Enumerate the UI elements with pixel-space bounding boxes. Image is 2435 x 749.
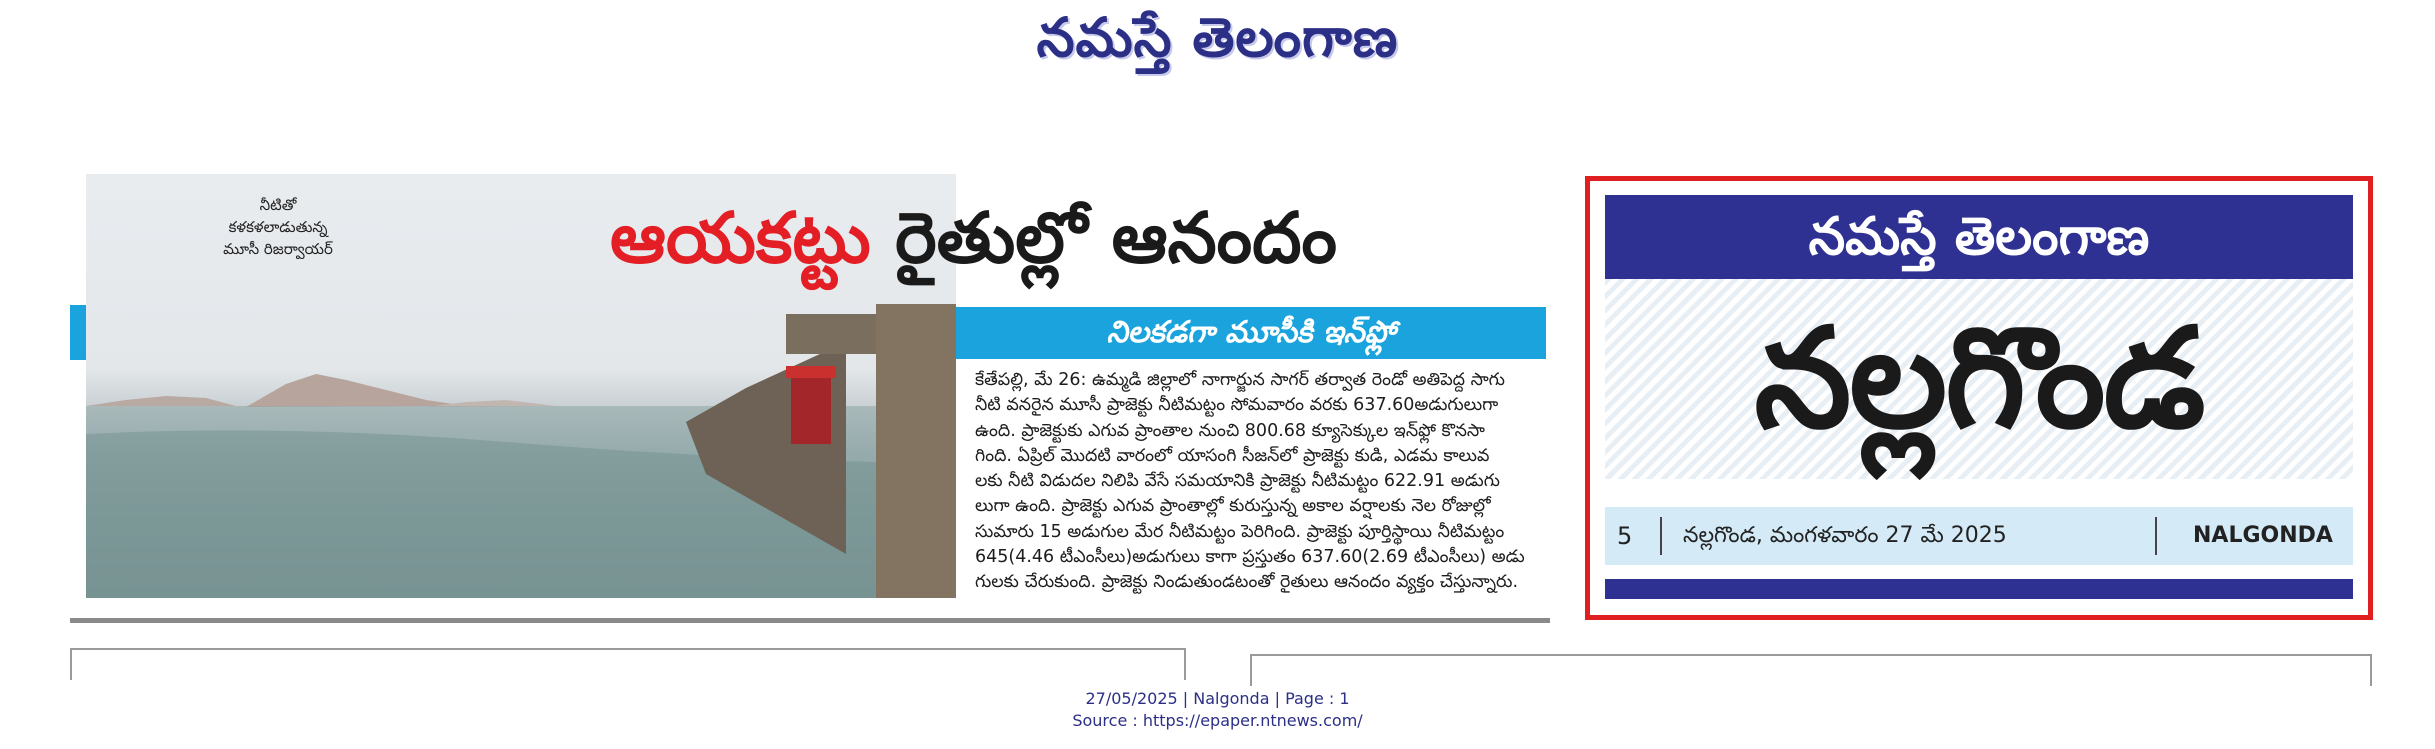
photo-caption-line: కళకళలాడుతున్న xyxy=(228,218,328,236)
badge-info-bar xyxy=(1605,507,2353,565)
divider xyxy=(1660,517,1662,555)
footer-page-info: 27/05/2025 | Nalgonda | Page : 1 xyxy=(1085,689,1350,708)
body-line: లకు నీటి విడుదల నిలిపి వేసే సమయానికి ప్రాజెక్టు నీటిమట్టం 622.91 అడుగు xyxy=(975,471,1500,492)
badge-bottom-bar xyxy=(1605,579,2353,599)
edition-badge xyxy=(1585,176,2373,620)
article-subhead: నిలకడగా మూసీకి ఇన్‌ఫ్లో xyxy=(956,307,1546,359)
body-line: ఉంది. ప్రాజెక్టుకు ఎగువ ప్రాంతాల నుంచి 800.68 క్యూసెక్కుల ఇన్‌ఫ్లో కొనసా xyxy=(975,420,1485,441)
section-marker xyxy=(70,305,86,360)
page-number: 5 xyxy=(1617,522,1633,550)
body-line: కేతేపల్లి, మే 26: ఉమ్మడి జిల్లాలో నాగార్జున సాగర్ తర్వాత రెండో అతిపెద్ద సాగు xyxy=(975,370,1505,390)
photo-caption-line: నీటితో xyxy=(259,196,297,214)
body-line: గులకు చేరుకుంది. ప్రాజెక్టు నిండుతుండటంతో రైతులు ఆనందం వ్యక్తం చేస్తున్నారు. xyxy=(975,572,1519,593)
body-line: నీటి వనరైన మూసీ ప్రాజెక్టు నీటిమట్టం సోమవారం వరకు 637.60అడుగులుగా xyxy=(975,395,1499,416)
article-headline[interactable] xyxy=(610,188,1560,288)
badge-brand: నమస్తే తెలంగాణ xyxy=(1605,195,2353,279)
masthead-title: నమస్తే తెలంగాణ xyxy=(1036,6,1399,69)
next-article-frame-right xyxy=(1250,654,2372,686)
article-bottom-rule xyxy=(70,618,1550,623)
footer-source-link[interactable]: Source : https://epaper.ntnews.com/ xyxy=(1072,711,1363,730)
headline-black-part: రైతుల్లో ఆనందం xyxy=(895,197,1338,279)
edition-name: NALGONDA xyxy=(2193,523,2333,548)
photo-caption-line: మూసీ రిజర్వాయర్ xyxy=(223,240,333,258)
page-footer xyxy=(0,688,2435,732)
article-body xyxy=(975,368,1541,596)
date-line: నల్లగొండ, మంగళవారం 27 మే 2025 xyxy=(1683,523,2007,548)
body-line: లుగా ఉంది. ప్రాజెక్టు ఎగువ ప్రాంతాల్లో కురుస్తున్న అకాల వర్షాలకు నెల రోజుల్లో xyxy=(975,496,1491,517)
badge-district: నల్లగొండ xyxy=(1754,298,2204,459)
body-line: గింది. ఏప్రిల్ మొదటి వారంలో యాసంగి సీజన్‌లో ప్రాజెక్టు కుడి, ఎడమ కాలువ xyxy=(975,445,1490,466)
masthead-logo xyxy=(0,6,2435,86)
next-article-frame-left xyxy=(70,648,1186,680)
headline-red-part: ఆయకట్టు xyxy=(610,197,871,279)
badge-district-panel xyxy=(1605,279,2353,479)
body-line: 645(4.46 టీఎంసీలు)అడుగులు కాగా ప్రస్తుతం 637.60(2.69 టీఎంసీలు) అడు xyxy=(975,547,1525,568)
photo-caption xyxy=(178,194,378,260)
body-line: సుమారు 15 అడుగుల మేర నీటిమట్టం పెరిగింది. ప్రాజెక్టు పూర్తిస్థాయి నీటిమట్టం xyxy=(975,521,1505,542)
divider xyxy=(2155,517,2157,555)
